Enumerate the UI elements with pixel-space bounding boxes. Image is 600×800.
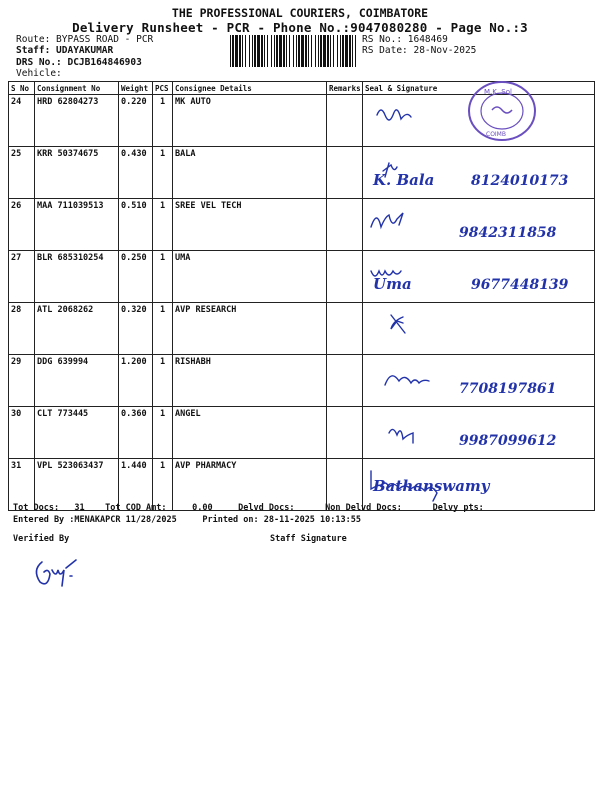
rs-date: RS Date: 28-Nov-2025 (362, 45, 477, 56)
cell-sno: 28 (9, 303, 35, 355)
cell-pcs: 1 (153, 303, 173, 355)
svg-text:M.K. Sol: M.K. Sol (484, 88, 512, 96)
cell-pcs: 1 (153, 199, 173, 251)
barcode-bar (245, 35, 246, 67)
cell-signature (363, 251, 595, 303)
cell-pcs: 1 (153, 147, 173, 199)
company-title: THE PROFESSIONAL COURIERS, COIMBATORE (171, 6, 429, 20)
cell-weight: 0.220 (119, 95, 153, 147)
barcode-bar (311, 35, 312, 67)
vehicle-label: Vehicle: (16, 68, 62, 79)
col-remarks: Remarks (327, 82, 363, 95)
barcode-bar (308, 35, 309, 67)
barcode-bar (349, 35, 351, 67)
cell-pcs: 1 (153, 459, 173, 511)
cell-consignee: SREE VEL TECH (173, 199, 327, 251)
cell-consignment: HRD 62804273 (35, 95, 119, 147)
signature-phone-text: 9677448139 (471, 277, 569, 293)
barcode-bar (333, 35, 334, 67)
cell-consignee: BALA (173, 147, 327, 199)
barcode-bar (249, 35, 250, 67)
barcode-bar (320, 35, 322, 67)
handwritten-signature (363, 147, 595, 198)
cell-sno: 30 (9, 407, 35, 459)
handwritten-signature (363, 407, 595, 458)
table-row (9, 251, 595, 303)
cell-sno: 24 (9, 95, 35, 147)
table-row (9, 303, 595, 355)
staff-signature-label: Staff Signature (270, 534, 347, 544)
barcode-bar (301, 35, 304, 67)
cell-consignment: MAA 711039513 (35, 199, 119, 251)
cell-consignment: BLR 685310254 (35, 251, 119, 303)
signature-name-text: Bathanswamy (373, 477, 490, 495)
cell-sno: 27 (9, 251, 35, 303)
cell-weight: 1.440 (119, 459, 153, 511)
barcode-bar (230, 35, 231, 67)
col-consignee: Consignee Details (173, 82, 327, 95)
barcode-bar (352, 35, 353, 67)
cell-weight: 1.200 (119, 355, 153, 407)
barcode-bar (345, 35, 348, 67)
signature-name-text: Uma (373, 275, 412, 293)
cell-pcs: 1 (153, 251, 173, 303)
signature-phone-text: 9987099612 (459, 433, 557, 449)
cell-remarks (327, 407, 363, 459)
barcode-bar (271, 35, 272, 67)
cell-weight: 0.430 (119, 147, 153, 199)
barcode-bar (252, 35, 253, 67)
handwritten-signature (363, 303, 595, 354)
cell-remarks (327, 147, 363, 199)
totals-line: Tot Docs: 31 Tot COD Amt: 0.00 Delvd Docs: Non Delvd Docs: Delvy pts: (13, 503, 484, 513)
col-consignment: Consignment No (35, 82, 119, 95)
cell-signature (363, 199, 595, 251)
barcode-bar (264, 35, 265, 67)
table-row (9, 355, 595, 407)
barcode-bar (298, 35, 300, 67)
barcode-bar (242, 35, 243, 67)
cell-pcs: 1 (153, 355, 173, 407)
drs-label: DRS No.: DCJB164846903 (16, 57, 142, 68)
cell-consignment: CLT 773445 (35, 407, 119, 459)
col-sno: S No (9, 82, 35, 95)
barcode-bar (318, 35, 319, 67)
cell-signature (363, 355, 595, 407)
cell-remarks (327, 303, 363, 355)
cell-signature (363, 147, 595, 199)
signature-stroke (389, 429, 413, 443)
col-weight: Weight (119, 82, 153, 95)
cell-consignee: MK AUTO (173, 95, 327, 147)
barcode-bar (293, 35, 294, 67)
entered-line: Entered By :MENAKAPCR 11/28/2025 Printed on: 28-11-2025 10:13:55 (13, 515, 361, 525)
cell-sno: 29 (9, 355, 35, 407)
runsheet-table (8, 81, 595, 511)
handwritten-signature (363, 355, 595, 406)
cell-consignee: AVP RESEARCH (173, 303, 327, 355)
barcode (230, 35, 358, 67)
cell-weight: 0.360 (119, 407, 153, 459)
barcode-bar (283, 35, 285, 67)
barcode-bar (330, 35, 331, 67)
cell-consignment: ATL 2068262 (35, 303, 119, 355)
barcode-bar (296, 35, 297, 67)
barcode-bar (340, 35, 341, 67)
signature-phone-text: 9842311858 (459, 225, 557, 241)
svg-text:COIMB: COIMB (486, 131, 506, 138)
handwritten-signature (363, 199, 595, 250)
cell-sno: 31 (9, 459, 35, 511)
col-pcs: PCS (153, 82, 173, 95)
col-signature: Seal & Signature (363, 82, 595, 95)
rs-number: RS No.: 1648469 (362, 34, 448, 45)
barcode-bar (267, 35, 268, 67)
barcode-bar (239, 35, 241, 67)
barcode-bar (279, 35, 282, 67)
verified-by-label: Verified By (13, 534, 70, 544)
signature-phone-text: 7708197861 (459, 381, 557, 397)
barcode-bar (232, 35, 234, 67)
signature-phone-text: 8124010173 (471, 173, 569, 189)
runsheet-subtitle: Delivery Runsheet - PCR - Phone No.:9047080280 - Page No.:3 (72, 20, 528, 35)
signature-stroke (371, 213, 403, 227)
cell-pcs: 1 (153, 407, 173, 459)
signature-stroke (385, 376, 429, 385)
cell-consignee: UMA (173, 251, 327, 303)
barcode-bar (235, 35, 238, 67)
cell-sno: 25 (9, 147, 35, 199)
staff-label: Staff: UDAYAKUMAR (16, 45, 114, 56)
cell-consignee: RISHABH (173, 355, 327, 407)
cell-consignee: ANGEL (173, 407, 327, 459)
cell-signature (363, 407, 595, 459)
cell-remarks (327, 95, 363, 147)
signature-stroke (377, 110, 411, 120)
barcode-bar (289, 35, 290, 67)
barcode-bar (305, 35, 307, 67)
signature-name-text: K. Bala (373, 171, 435, 189)
cell-signature (363, 303, 595, 355)
cell-remarks (327, 355, 363, 407)
table-row (9, 147, 595, 199)
verifier-signature (30, 552, 90, 592)
signature-stroke (391, 315, 405, 333)
cell-consignee: AVP PHARMACY (173, 459, 327, 511)
barcode-bar (274, 35, 275, 67)
cell-weight: 0.510 (119, 199, 153, 251)
barcode-bar (337, 35, 338, 67)
barcode-bar (323, 35, 326, 67)
table-row (9, 407, 595, 459)
barcode-bar (261, 35, 263, 67)
barcode-bar (355, 35, 356, 67)
cell-weight: 0.320 (119, 303, 153, 355)
route-label: Route: BYPASS ROAD - PCR (16, 34, 154, 45)
cell-weight: 0.250 (119, 251, 153, 303)
handwritten-signature (363, 251, 595, 302)
cell-sno: 26 (9, 199, 35, 251)
cell-consignment: DDG 639994 (35, 355, 119, 407)
barcode-bar (254, 35, 256, 67)
cell-remarks (327, 251, 363, 303)
barcode-bar (276, 35, 278, 67)
company-seal-stamp (462, 80, 540, 142)
barcode-bar (257, 35, 260, 67)
barcode-bar (315, 35, 316, 67)
barcode-bar (342, 35, 344, 67)
table-row (9, 199, 595, 251)
cell-pcs: 1 (153, 95, 173, 147)
cell-remarks (327, 199, 363, 251)
barcode-bar (327, 35, 329, 67)
barcode-bar (286, 35, 287, 67)
cell-consignment: KRR 50374675 (35, 147, 119, 199)
cell-consignment: VPL 523063437 (35, 459, 119, 511)
